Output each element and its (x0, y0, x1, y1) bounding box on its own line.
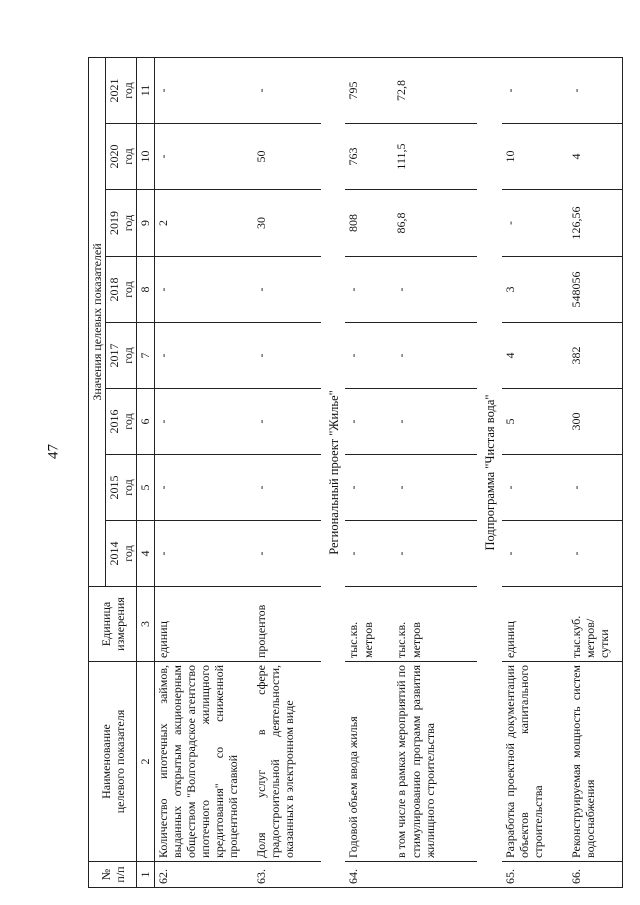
row-value: 548056 (568, 257, 623, 323)
row-name: Доля услуг в сфере градостроительной деятельности, оказанных в электронном виде (253, 662, 321, 862)
row-value: 3 (502, 257, 568, 323)
col-number: 4 (137, 521, 154, 587)
table-row (502, 57, 568, 887)
header-year: 2019 год (106, 190, 137, 257)
header-year: 2017 год (106, 323, 137, 389)
header-year: 2015 год (106, 455, 137, 521)
row-unit: единиц (154, 587, 253, 662)
row-value: - (345, 389, 393, 455)
row-num: 66. (568, 862, 623, 888)
row-name: Реконструируемая мощность систем водоснабжения (568, 662, 623, 862)
row-unit: тыс.кв. метров (345, 587, 393, 662)
header-name: Наименование целевого показателя (89, 662, 137, 862)
col-number: 2 (137, 662, 154, 862)
row-value: 808 (345, 190, 393, 257)
row-value: - (393, 389, 477, 455)
row-value: - (253, 389, 321, 455)
row-num: 62. (154, 862, 253, 888)
row-value: 30 (253, 190, 321, 257)
row-name: Разработка проектной документации объектов капитального строительства (502, 662, 568, 862)
row-value: - (568, 455, 623, 521)
header-unit: Единица измерения (89, 587, 137, 662)
row-value: 795 (345, 57, 393, 123)
row-value: 111,5 (393, 124, 477, 190)
row-value: - (253, 455, 321, 521)
header-year: 2014 год (106, 521, 137, 587)
table-row (154, 57, 253, 887)
header-values-group: Значения целевых показателей (89, 57, 106, 586)
row-unit: единиц (502, 587, 568, 662)
row-value: - (253, 257, 321, 323)
col-number: 11 (137, 57, 154, 123)
section-title: Подпрограмма "Чистая вода" (477, 57, 502, 887)
header-year: 2016 год (106, 389, 137, 455)
row-name: Количество ипотечных займов, выданных открытым акционерным обществом "Волгоградское агентство ипотечного жилищного кредитования" со сниженной процентной ставкой (154, 662, 253, 862)
row-value: - (253, 521, 321, 587)
col-number: 5 (137, 455, 154, 521)
col-number: 1 (137, 862, 154, 888)
row-num: 63. (253, 862, 321, 888)
row-value: - (393, 323, 477, 389)
header-year: 2018 год (106, 257, 137, 323)
row-value: 4 (502, 323, 568, 389)
section-row (321, 57, 346, 887)
row-name: в том числе в рамках мероприятий по стимулированию программ развития жилищного строительства (393, 662, 477, 862)
row-value: - (502, 57, 568, 123)
row-name: Годовой объем ввода жилья (345, 662, 393, 862)
table-row (568, 57, 623, 887)
table-row (345, 57, 393, 887)
row-value: - (253, 323, 321, 389)
row-value: 382 (568, 323, 623, 389)
row-value: - (253, 57, 321, 123)
row-value: 72,8 (393, 57, 477, 123)
header-year: 2020 год (106, 124, 137, 190)
row-value: 300 (568, 389, 623, 455)
table-row (253, 57, 321, 887)
col-number: 9 (137, 190, 154, 257)
row-value: 126,56 (568, 190, 623, 257)
target-indicators-table (88, 57, 623, 888)
row-value: - (393, 455, 477, 521)
row-unit: тыс.кв. метров (393, 587, 477, 662)
row-value: - (154, 257, 253, 323)
row-value: - (345, 323, 393, 389)
row-value: - (502, 455, 568, 521)
row-value: 763 (345, 124, 393, 190)
row-num: 65. (502, 862, 568, 888)
row-value: - (568, 521, 623, 587)
rotated-table-container (88, 58, 616, 888)
section-row (477, 57, 502, 887)
header-num: № п/п (89, 862, 137, 888)
table-row (393, 57, 477, 887)
row-value: - (154, 521, 253, 587)
row-value: - (345, 455, 393, 521)
col-number: 3 (137, 587, 154, 662)
row-unit: тыс.куб. метров/ сутки (568, 587, 623, 662)
row-value: 5 (502, 389, 568, 455)
row-value: - (154, 389, 253, 455)
col-number: 8 (137, 257, 154, 323)
row-value: - (502, 521, 568, 587)
row-value: - (393, 521, 477, 587)
row-value: - (154, 57, 253, 123)
row-value: - (154, 323, 253, 389)
col-number: 6 (137, 389, 154, 455)
page-number: 47 (45, 444, 62, 459)
row-value: 4 (568, 124, 623, 190)
row-value: - (345, 257, 393, 323)
row-unit: процентов (253, 587, 321, 662)
section-title: Региональный проект "Жилье" (321, 57, 346, 887)
col-number: 10 (137, 124, 154, 190)
row-value: 10 (502, 124, 568, 190)
row-num (393, 862, 477, 888)
row-value: - (154, 455, 253, 521)
row-value: - (345, 521, 393, 587)
col-number: 7 (137, 323, 154, 389)
row-value: 2 (154, 190, 253, 257)
row-value: - (393, 257, 477, 323)
header-year: 2021 год (106, 57, 137, 123)
row-value: 50 (253, 124, 321, 190)
row-value: 86,8 (393, 190, 477, 257)
row-value: - (568, 57, 623, 123)
row-num: 64. (345, 862, 393, 888)
row-value: - (154, 124, 253, 190)
row-value: - (502, 190, 568, 257)
